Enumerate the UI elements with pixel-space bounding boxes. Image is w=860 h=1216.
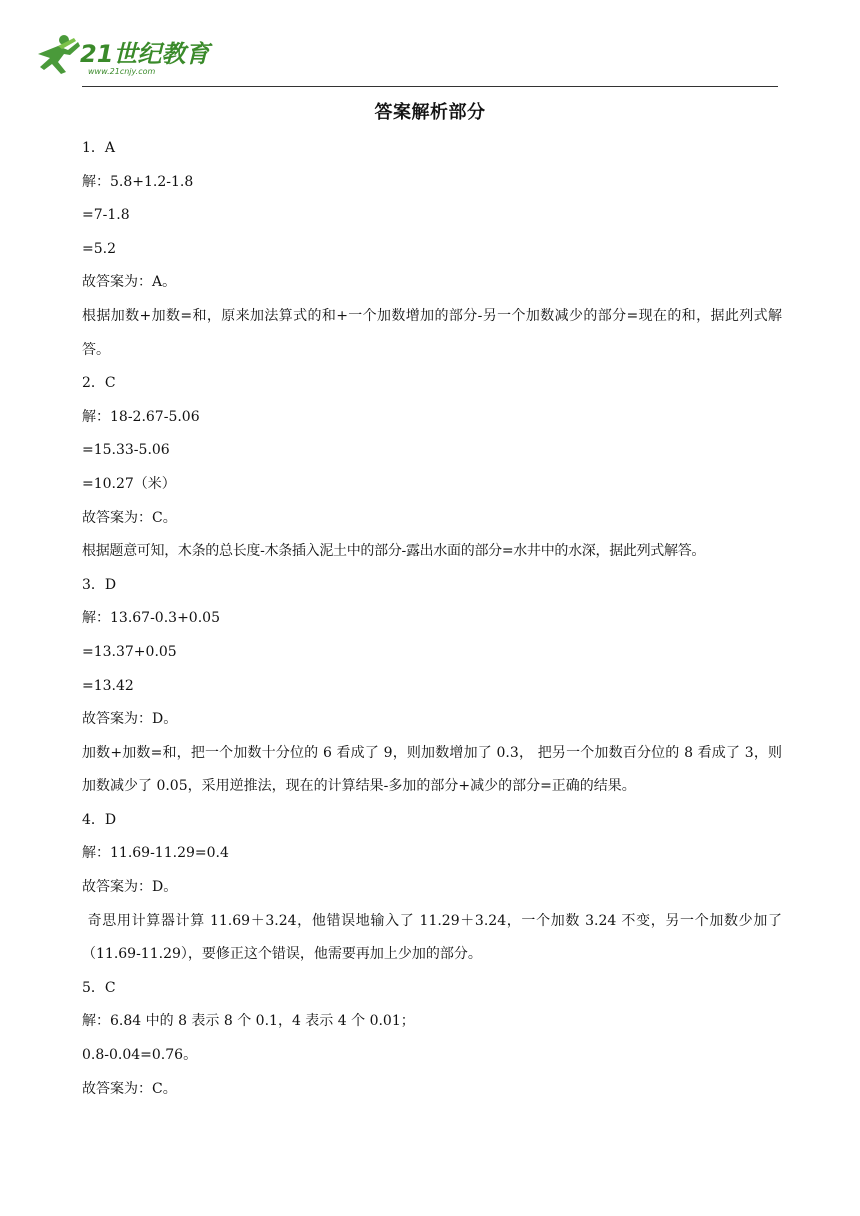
solution-step: 解：5.8+1.2-1.8 — [82, 173, 194, 190]
solution-step: 解：6.84 中的 8 表示 8 个 0.1，4 表示 4 个 0.01； — [82, 1013, 415, 1030]
solution-step: 解：11.69-11.29=0.4 — [82, 845, 229, 862]
answer-conclusion: 故答案为：C。 — [82, 509, 177, 526]
answer-number: 3．D — [82, 576, 117, 593]
solution-step: =10.27（米） — [82, 475, 176, 492]
solution-step: 解：18-2.67-5.06 — [82, 408, 200, 425]
page-header — [28, 30, 788, 88]
answer-number: 2．C — [82, 375, 116, 392]
solution-step: 解：13.67-0.3+0.05 — [82, 610, 220, 627]
answer-conclusion: 故答案为：C。 — [82, 1080, 177, 1097]
header-rule — [82, 86, 778, 87]
answer-analysis: 根据加数+加数=和，原来加法算式的和+一个加数增加的部分-另一个加数减少的部分=现在的和，据此列式解答。 — [82, 307, 782, 358]
answer-list — [82, 132, 782, 1106]
runner-icon — [38, 35, 80, 74]
logo-text: 21世纪教育 — [80, 40, 210, 68]
solution-step: =7-1.8 — [82, 207, 130, 224]
answer-conclusion: 故答案为：A。 — [82, 274, 177, 291]
logo — [28, 30, 228, 80]
solution-step: =13.37+0.05 — [82, 643, 177, 660]
answer-analysis: 加数+加数=和，把一个加数十分位的 6 看成了 9，则加数增加了 0.3， 把另一个加数百分位的 8 看成了 3，则加数减少了 0.05，采用逆推法，现在的计算结果-多加的部分+减少的部分=正确的结果。 — [82, 744, 782, 795]
answer-number: 4．D — [82, 811, 117, 828]
solution-step: =13.42 — [82, 677, 134, 694]
answer-number: 1．A — [82, 140, 116, 156]
answer-analysis: 奇思用计算器计算 11.69＋3.24，他错误地输入了 11.29＋3.24，一个加数 3.24 不变，另一个加数少加了（11.69-11.29），要修正这个错误，他需要再加上少加的部分。 — [82, 912, 782, 963]
solution-step: 0.8-0.04=0.76。 — [82, 1047, 198, 1064]
answer-analysis: 根据题意可知，木条的总长度-木条插入泥土中的部分-露出水面的部分=水井中的水深，据此列式解答。 — [82, 543, 706, 560]
solution-step: =5.2 — [82, 240, 116, 257]
answer-number: 5．C — [82, 979, 116, 996]
page-title: 答案解析部分 — [374, 102, 486, 123]
answer-conclusion: 故答案为：D。 — [82, 711, 178, 728]
answer-conclusion: 故答案为：D。 — [82, 879, 178, 896]
logo-url: www.21cnjy.com — [88, 67, 156, 76]
solution-step: =15.33-5.06 — [82, 442, 170, 459]
